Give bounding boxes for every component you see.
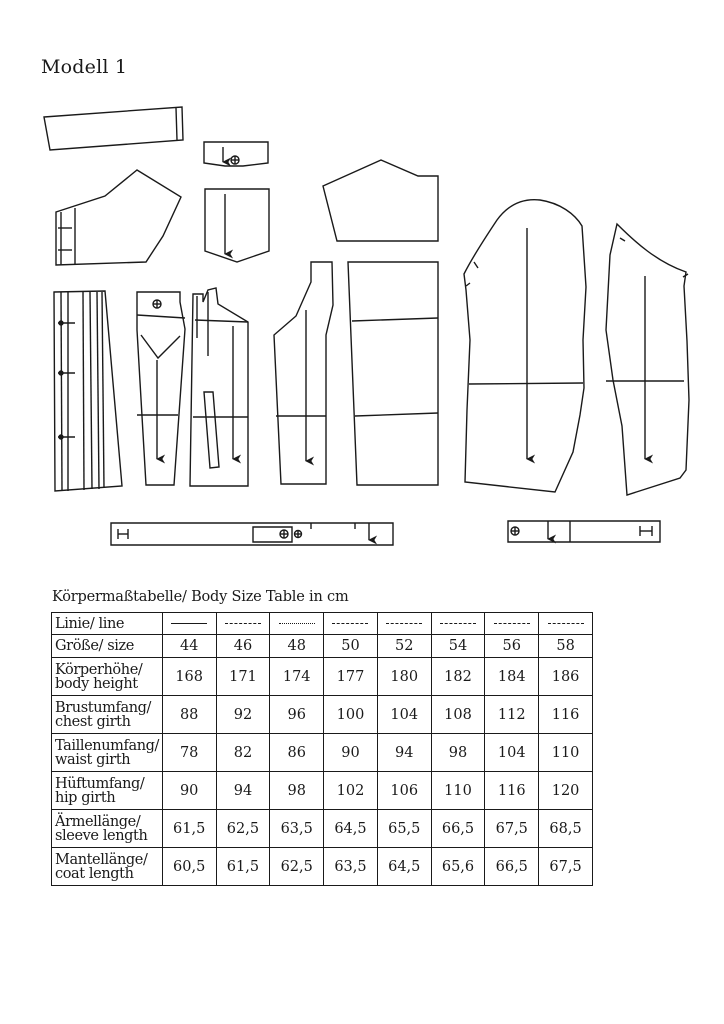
pattern-piece-middle-panel: [274, 262, 333, 484]
pattern-piece-side-front: [137, 292, 185, 485]
table-cell: 58: [539, 635, 593, 658]
table-cell: 180: [377, 658, 431, 696]
table-cell: 108: [431, 696, 485, 734]
table-cell: 104: [377, 696, 431, 734]
pattern-piece-back-panel: [348, 262, 438, 485]
table-cell: 168: [162, 658, 216, 696]
table-cell: 64,5: [377, 848, 431, 886]
table-row: [52, 734, 593, 772]
line-style-row: [52, 613, 593, 635]
pattern-piece-front-yoke: [56, 170, 181, 265]
table-cell: 116: [485, 772, 539, 810]
table-cell: 100: [324, 696, 378, 734]
line-style-sample: [494, 623, 530, 624]
table-cell: 120: [539, 772, 593, 810]
row-label-line: Taillenumfang/: [55, 737, 160, 754]
body-size-table: [51, 612, 593, 886]
row-label-line: Mantellänge/: [55, 851, 148, 868]
line-style-cell: [216, 613, 270, 635]
table-cell: 68,5: [539, 810, 593, 848]
line-style-cell: [485, 613, 539, 635]
row-label: [52, 734, 163, 772]
row-label: [52, 810, 163, 848]
table-cell: 110: [431, 772, 485, 810]
table-cell: 104: [485, 734, 539, 772]
table-cell: 64,5: [324, 810, 378, 848]
table-cell: 66,5: [431, 810, 485, 848]
line-style-cell: [324, 613, 378, 635]
table-cell: 86: [270, 734, 324, 772]
table-cell: 44: [162, 635, 216, 658]
row-label-line: Hüftumfang/: [55, 775, 145, 792]
line-header: Linie/ line: [52, 613, 163, 635]
table-caption: Körpermaßtabelle/ Body Size Table in cm: [52, 589, 349, 605]
row-label: [52, 696, 163, 734]
table-cell: 52: [377, 635, 431, 658]
row-label: [52, 658, 163, 696]
table-cell: 112: [485, 696, 539, 734]
row-label-line: sleeve length: [55, 827, 148, 844]
table-row: [52, 772, 593, 810]
page-title: Modell 1: [41, 56, 128, 78]
row-label-line: body height: [55, 675, 138, 692]
table-cell: 67,5: [485, 810, 539, 848]
line-style-sample: [548, 623, 584, 624]
line-style-sample: [171, 623, 207, 624]
line-style-cell: [377, 613, 431, 635]
pattern-piece-collar: [44, 107, 183, 150]
table-cell: 106: [377, 772, 431, 810]
table-cell: 184: [485, 658, 539, 696]
table-cell: 94: [216, 772, 270, 810]
row-label-line: chest girth: [55, 713, 131, 730]
row-label-line: coat length: [55, 865, 134, 882]
table-cell: 94: [377, 734, 431, 772]
table-row: [52, 696, 593, 734]
table-cell: 54: [431, 635, 485, 658]
table-cell: 90: [162, 772, 216, 810]
table-cell: 67,5: [539, 848, 593, 886]
row-label: [52, 848, 163, 886]
table-row: [52, 658, 593, 696]
row-label-line: Größe/ size: [55, 638, 134, 654]
table-cell: 65,6: [431, 848, 485, 886]
pattern-piece-belt: [111, 523, 393, 545]
table-cell: 116: [539, 696, 593, 734]
table-cell: 62,5: [270, 848, 324, 886]
table-cell: 63,5: [324, 848, 378, 886]
table-cell: 60,5: [162, 848, 216, 886]
line-style-cell: [162, 613, 216, 635]
pattern-piece-side-panel: [190, 288, 248, 486]
pattern-piece-back-yoke: [323, 160, 438, 241]
table-cell: 110: [539, 734, 593, 772]
table-cell: 62,5: [216, 810, 270, 848]
pattern-piece-tab: [508, 521, 660, 542]
line-style-cell: [270, 613, 324, 635]
table-cell: 78: [162, 734, 216, 772]
pattern-piece-under-sleeve: [606, 224, 689, 495]
table-cell: 92: [216, 696, 270, 734]
line-style-sample: [332, 623, 368, 624]
table-cell: 56: [485, 635, 539, 658]
row-label-line: Brustumfang/: [55, 699, 151, 716]
table-cell: 82: [216, 734, 270, 772]
pattern-piece-upper-sleeve: [464, 200, 586, 492]
table-cell: 48: [270, 635, 324, 658]
line-style-sample: [386, 623, 422, 624]
table-cell: 98: [270, 772, 324, 810]
line-style-cell: [431, 613, 485, 635]
line-style-sample: [279, 623, 315, 624]
table-cell: 46: [216, 635, 270, 658]
row-label-line: hip girth: [55, 789, 116, 806]
table-cell: 98: [431, 734, 485, 772]
table-cell: 102: [324, 772, 378, 810]
table-cell: 61,5: [162, 810, 216, 848]
pattern-piece-pocket: [205, 189, 269, 262]
table-cell: 177: [324, 658, 378, 696]
row-label-line: Körperhöhe/: [55, 661, 143, 678]
table-cell: 66,5: [485, 848, 539, 886]
table-cell: 50: [324, 635, 378, 658]
table-cell: 63,5: [270, 810, 324, 848]
row-label-line: Ärmellänge/: [55, 813, 141, 830]
line-style-sample: [440, 623, 476, 624]
table-cell: 90: [324, 734, 378, 772]
table-row: [52, 635, 593, 658]
row-label: [52, 772, 163, 810]
line-style-cell: [539, 613, 593, 635]
table-row: [52, 848, 593, 886]
pattern-piece-pocket-flap: [204, 142, 268, 166]
table-row: [52, 810, 593, 848]
table-cell: 182: [431, 658, 485, 696]
table-cell: 96: [270, 696, 324, 734]
table-cell: 65,5: [377, 810, 431, 848]
row-label-line: waist girth: [55, 751, 131, 768]
pattern-piece-front-panel: [54, 291, 122, 491]
table-cell: 174: [270, 658, 324, 696]
table-cell: 186: [539, 658, 593, 696]
table-cell: 61,5: [216, 848, 270, 886]
table-cell: 88: [162, 696, 216, 734]
table-cell: 171: [216, 658, 270, 696]
line-style-sample: [225, 623, 261, 624]
row-label: [52, 635, 163, 658]
